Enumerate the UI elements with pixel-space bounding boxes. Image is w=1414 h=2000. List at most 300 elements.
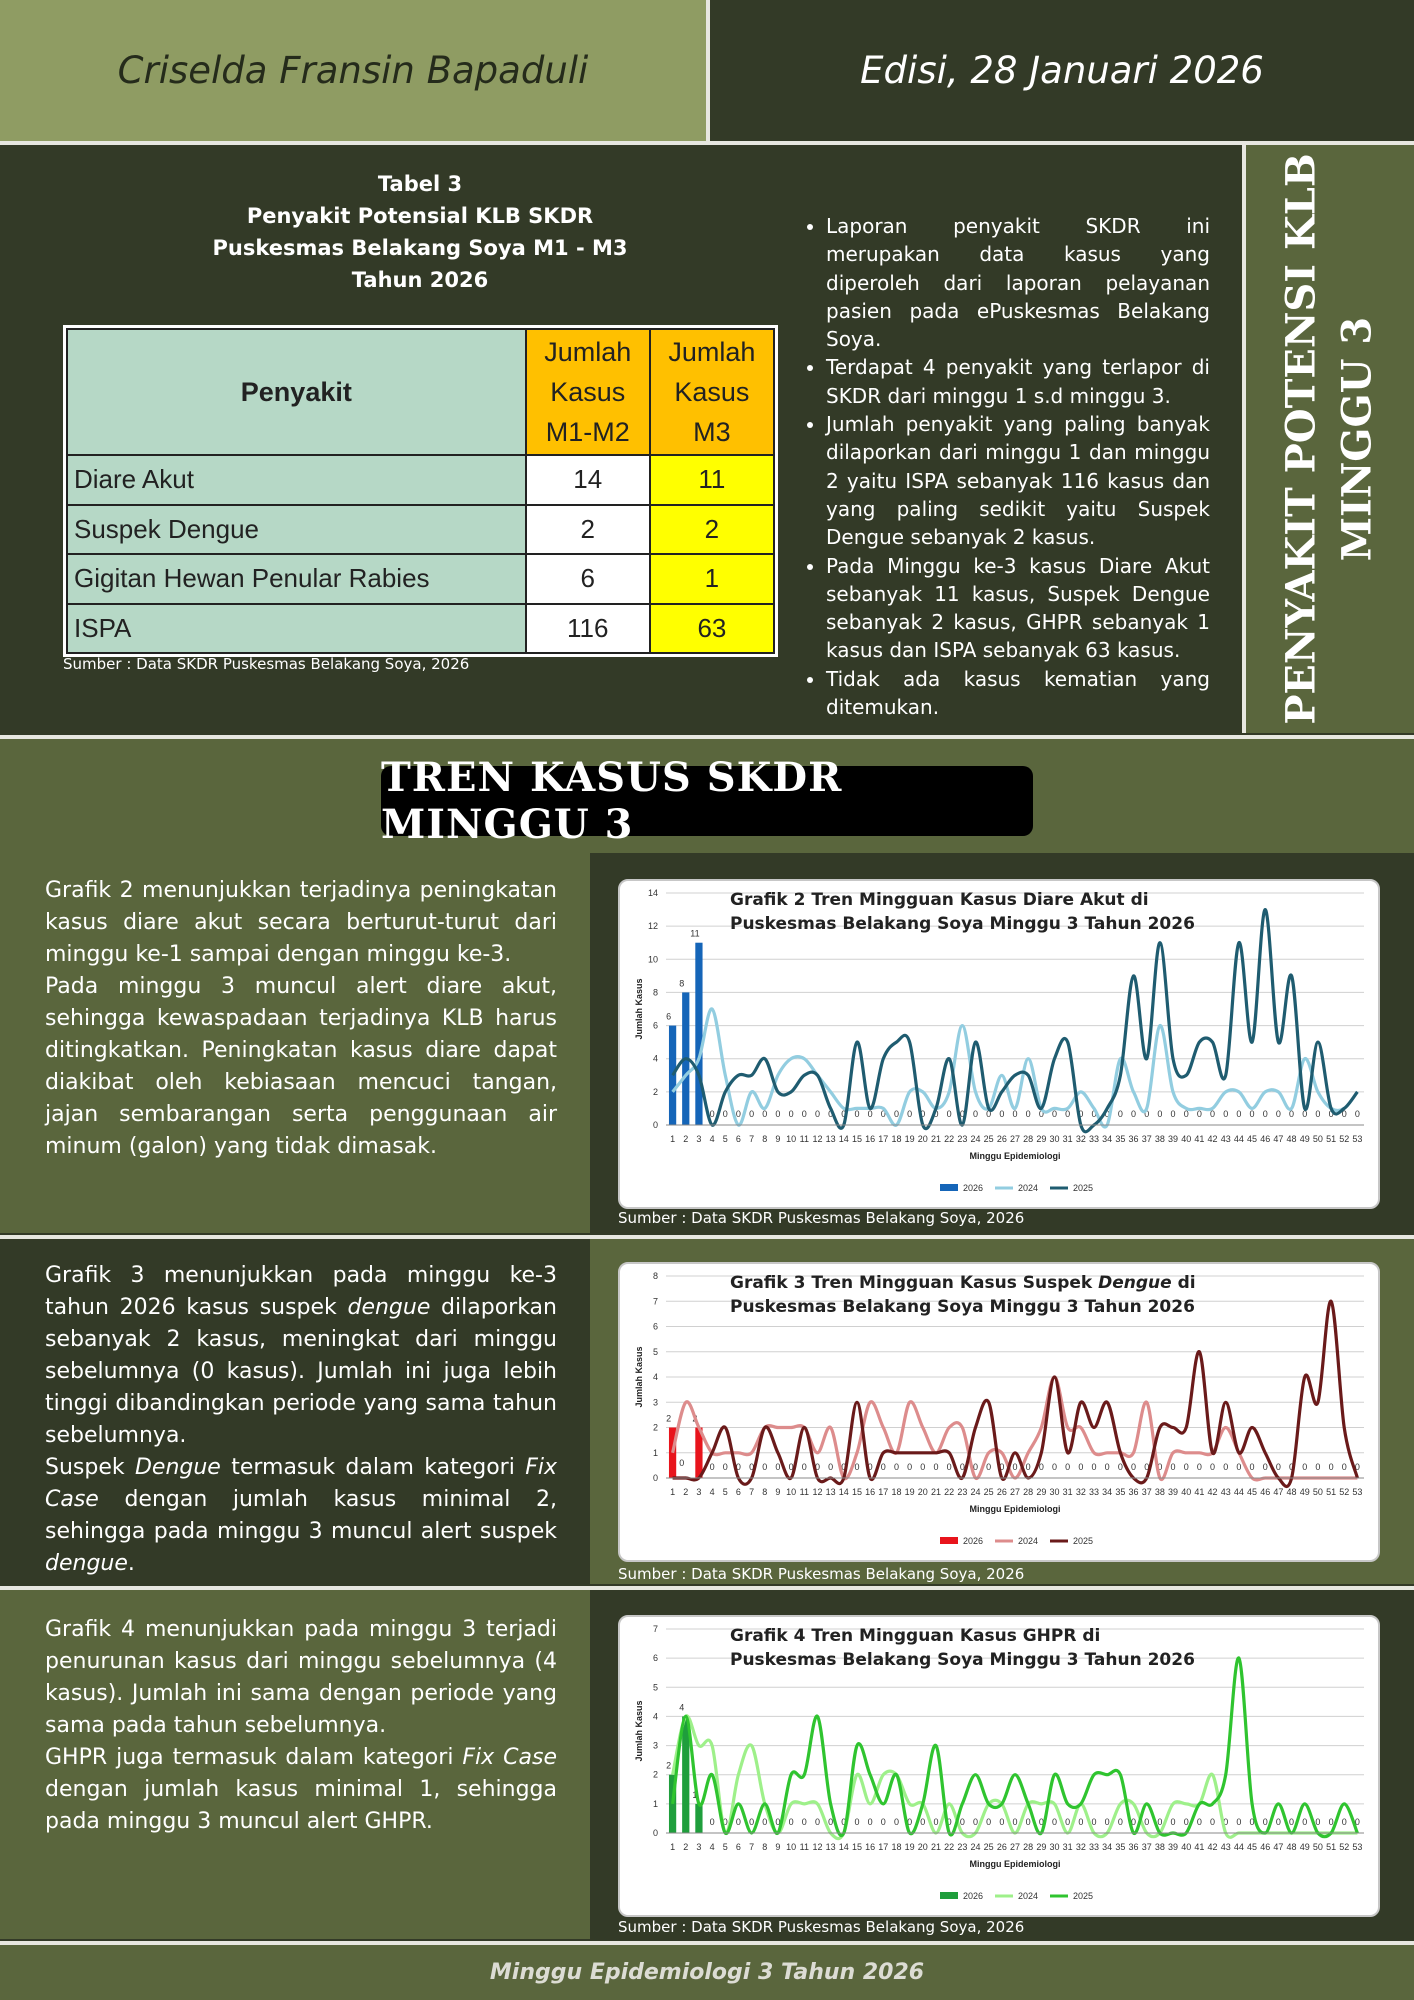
x-tick-label: 42 [1207, 1842, 1218, 1852]
x-tick-label: 29 [1036, 1487, 1047, 1497]
chart-dengue-svg [620, 1264, 1378, 1560]
data-label: 0 [893, 1109, 899, 1119]
data-label: 0 [1354, 1462, 1360, 1472]
y-tick-label: 3 [652, 1740, 658, 1751]
x-tick-label: 47 [1273, 1134, 1284, 1144]
data-label: 0 [1196, 1462, 1202, 1472]
data-label: 0 [999, 1462, 1005, 1472]
table-title-line: Puskesmas Belakang Soya M1 - M3 [212, 236, 628, 260]
data-label: 0 [959, 1817, 965, 1827]
x-tick-label: 8 [762, 1487, 768, 1497]
chart-title-line: Puskesmas Belakang Soya Minggu 3 Tahun 2026 [730, 1650, 1195, 1670]
x-tick-label: 4 [709, 1487, 715, 1497]
ghpr-paragraph [45, 1614, 557, 1838]
data-label: 0 [749, 1109, 755, 1119]
x-tick-label: 51 [1326, 1487, 1337, 1497]
data-label: 0 [1131, 1109, 1137, 1119]
x-tick-label: 3 [696, 1134, 702, 1144]
x-tick-label: 44 [1233, 1134, 1244, 1144]
y-tick-label: 3 [652, 1397, 658, 1408]
data-label: 0 [1052, 1817, 1058, 1827]
data-label: 0 [801, 1462, 807, 1472]
x-tick-label: 29 [1036, 1842, 1047, 1852]
data-label: 0 [801, 1109, 807, 1119]
data-label: 0 [1236, 1462, 1242, 1472]
data-label: 11 [690, 928, 700, 939]
x-tick-label: 36 [1128, 1134, 1139, 1144]
x-tick-label: 16 [865, 1842, 876, 1852]
data-label: 1 [692, 1789, 698, 1800]
x-tick-label: 30 [1049, 1842, 1060, 1852]
y-tick-label: 10 [647, 954, 658, 965]
x-tick-label: 9 [775, 1487, 781, 1497]
x-tick-label: 42 [1207, 1487, 1218, 1497]
y-tick-label: 2 [652, 1086, 658, 1097]
data-label: 0 [1262, 1817, 1268, 1827]
data-label: 0 [749, 1817, 755, 1827]
y-tick-label: 1 [652, 1798, 658, 1809]
x-tick-label: 12 [812, 1842, 823, 1852]
data-label: 0 [1025, 1109, 1031, 1119]
x-tick-label: 10 [786, 1487, 797, 1497]
x-axis-label: Minggu Epidemiologi [969, 1504, 1061, 1514]
x-tick-label: 42 [1207, 1134, 1218, 1144]
chart-title-line: Grafik 4 Tren Mingguan Kasus GHPR di [730, 1626, 1101, 1646]
data-label: 0 [959, 1462, 965, 1472]
x-tick-label: 37 [1141, 1842, 1152, 1852]
y-tick-label: 8 [652, 987, 658, 998]
x-tick-label: 3 [696, 1487, 702, 1497]
data-label: 0 [1210, 1462, 1216, 1472]
data-label: 0 [709, 1817, 715, 1827]
dengue-paragraph [45, 1260, 557, 1580]
x-tick-label: 19 [904, 1842, 915, 1852]
chart-diare-svg [620, 881, 1378, 1207]
x-tick-label: 8 [762, 1842, 768, 1852]
x-tick-label: 52 [1339, 1487, 1350, 1497]
data-label: 0 [867, 1817, 873, 1827]
data-label: 0 [1328, 1109, 1334, 1119]
x-tick-label: 36 [1128, 1842, 1139, 1852]
x-tick-label: 31 [1062, 1842, 1073, 1852]
x-tick-label: 35 [1115, 1842, 1126, 1852]
y-tick-label: 5 [652, 1682, 658, 1693]
x-tick-label: 37 [1141, 1487, 1152, 1497]
x-tick-label: 46 [1260, 1842, 1271, 1852]
data-label: 0 [1354, 1817, 1360, 1827]
data-label: 0 [841, 1109, 847, 1119]
summary-item: • Terdapat 4 penyakit yang terlapor di SKDR dari minggu 1 s.d minggu 3. [826, 353, 1210, 410]
data-label: 0 [1275, 1817, 1281, 1827]
data-label: 0 [920, 1817, 926, 1827]
data-label: 0 [933, 1462, 939, 1472]
x-tick-label: 33 [1089, 1487, 1100, 1497]
x-tick-label: 24 [970, 1842, 981, 1852]
x-tick-label: 51 [1326, 1134, 1337, 1144]
data-label: 0 [1289, 1817, 1295, 1827]
x-tick-label: 49 [1299, 1487, 1310, 1497]
x-tick-label: 21 [930, 1134, 941, 1144]
cases-m3: 11 [650, 455, 774, 505]
summary-item: • Laporan penyakit SKDR ini merupakan data kasus yang diperoleh dari laporan pelayanan pasien pada ePuskesmas Belakang Soya. [826, 212, 1210, 353]
data-label: 0 [880, 1462, 886, 1472]
legend-swatch [940, 1184, 958, 1191]
chart-diare [618, 879, 1380, 1209]
data-label: 0 [1078, 1817, 1084, 1827]
data-label: 0 [1065, 1817, 1071, 1827]
x-tick-label: 37 [1141, 1134, 1152, 1144]
x-tick-label: 34 [1102, 1487, 1113, 1497]
x-tick-label: 11 [799, 1134, 809, 1144]
y-tick-label: 6 [652, 1321, 658, 1332]
data-label: 0 [854, 1817, 860, 1827]
author-banner [0, 0, 706, 141]
data-label: 0 [788, 1817, 794, 1827]
x-tick-label: 33 [1089, 1134, 1100, 1144]
paragraph-text: Pada minggu 3 muncul alert diare akut, sehingga kewaspadaan terjadinya KLB harus ditingkatkan. Peningkatan kasus diare dapat diakibat oleh kebiasaan mencuci tangan, jajan sembarangan serta penggunaan air minum (galon) yang tidak dimasak. [45, 974, 557, 1159]
chart-ghpr [618, 1615, 1380, 1917]
data-label: 0 [1196, 1109, 1202, 1119]
table-title [60, 168, 780, 296]
data-label: 0 [893, 1462, 899, 1472]
y-tick-label: 6 [652, 1020, 658, 1031]
y-axis-label: Jumlah Kasus [634, 978, 644, 1040]
x-tick-label: 23 [957, 1487, 968, 1497]
data-label: 0 [1144, 1109, 1150, 1119]
data-label: 0 [775, 1462, 781, 1472]
cases-m1m2: 2 [526, 505, 650, 555]
data-label: 0 [1249, 1462, 1255, 1472]
data-label: 8 [679, 978, 685, 989]
data-label: 0 [972, 1109, 978, 1119]
x-tick-label: 49 [1299, 1842, 1310, 1852]
data-label: 0 [828, 1462, 834, 1472]
data-label: 0 [735, 1109, 741, 1119]
data-label: 0 [762, 1817, 768, 1827]
side-title-panel [1246, 145, 1414, 733]
x-tick-label: 5 [722, 1842, 728, 1852]
data-label: 0 [1065, 1109, 1071, 1119]
x-tick-label: 53 [1352, 1487, 1363, 1497]
data-label: 0 [679, 1458, 685, 1468]
data-label: 0 [1262, 1462, 1268, 1472]
author-name: Criselda Fransin Bapaduli [117, 49, 589, 92]
x-tick-label: 6 [735, 1487, 741, 1497]
x-tick-label: 15 [851, 1487, 862, 1497]
x-tick-label: 11 [799, 1842, 809, 1852]
x-tick-label: 14 [838, 1134, 849, 1144]
x-tick-label: 19 [904, 1134, 915, 1144]
cases-m3: 63 [650, 604, 774, 654]
data-label: 0 [986, 1817, 992, 1827]
data-label: 0 [788, 1109, 794, 1119]
chart-title [730, 1273, 1196, 1317]
data-label: 0 [1315, 1109, 1321, 1119]
paragraph-text: Grafik 4 menunjukkan pada minggu 3 terjadi penurunan kasus dari minggu sebelumnya (4 kasus). Jumlah ini sama dengan periode yang sama pada tahun sebelumnya. [45, 1617, 557, 1738]
x-tick-label: 6 [735, 1134, 741, 1144]
side-title-line2: MINGGU 3 [1334, 316, 1382, 562]
x-tick-label: 53 [1352, 1134, 1363, 1144]
x-tick-label: 16 [865, 1487, 876, 1497]
chart-title-line: Puskesmas Belakang Soya Minggu 3 Tahun 2026 [730, 914, 1195, 934]
paragraph-text: GHPR juga termasuk dalam kategori Fix Case dengan jumlah kasus minimal 1, sehingga pada minggu 3 muncul alert GHPR. [45, 1745, 557, 1834]
data-label: 0 [907, 1109, 913, 1119]
disease-name: Suspek Dengue [67, 505, 526, 555]
x-tick-label: 14 [838, 1842, 849, 1852]
paragraph-text: Grafik 2 menunjukkan terjadinya peningkatan kasus diare akut secara berturut-turut dari minggu ke-1 sampai dengan minggu ke-3. [45, 878, 557, 967]
edition-date: Edisi, 28 Januari 2026 [860, 49, 1264, 92]
x-tick-label: 33 [1089, 1842, 1100, 1852]
data-label: 0 [1289, 1462, 1295, 1472]
y-tick-label: 4 [652, 1372, 658, 1382]
x-tick-label: 23 [957, 1134, 968, 1144]
x-tick-label: 1 [670, 1487, 676, 1497]
data-label: 0 [1091, 1109, 1097, 1119]
disease-name: Diare Akut [67, 455, 526, 505]
data-label: 0 [1157, 1462, 1163, 1472]
table-title-line: Penyakit Potensial KLB SKDR [246, 204, 594, 228]
col-header-m3: Jumlah Kasus M3 [650, 329, 774, 455]
data-label: 0 [920, 1109, 926, 1119]
x-tick-label: 2 [683, 1134, 689, 1144]
data-label: 0 [854, 1462, 860, 1472]
data-label: 0 [828, 1109, 834, 1119]
x-tick-label: 21 [930, 1487, 941, 1497]
y-axis-label: Jumlah Kasus [634, 1346, 644, 1408]
data-label: 0 [801, 1817, 807, 1827]
x-tick-label: 48 [1286, 1842, 1297, 1852]
chart-title-part: di [1171, 1273, 1196, 1293]
x-tick-label: 36 [1128, 1487, 1139, 1497]
x-tick-label: 15 [851, 1842, 862, 1852]
x-tick-label: 39 [1168, 1134, 1179, 1144]
data-label: 0 [709, 1109, 715, 1119]
x-tick-label: 48 [1286, 1487, 1297, 1497]
data-label: 0 [1091, 1817, 1097, 1827]
x-tick-label: 27 [1009, 1842, 1021, 1852]
data-label: 0 [1012, 1817, 1018, 1827]
x-tick-label: 41 [1194, 1487, 1205, 1497]
legend-label: 2025 [1073, 1536, 1094, 1546]
x-tick-label: 10 [786, 1842, 797, 1852]
x-tick-label: 25 [983, 1134, 994, 1144]
x-tick-label: 34 [1102, 1134, 1113, 1144]
x-tick-label: 18 [891, 1487, 902, 1497]
x-tick-label: 11 [799, 1487, 809, 1497]
disease-name: ISPA [67, 604, 526, 654]
x-tick-label: 30 [1049, 1487, 1060, 1497]
data-label: 0 [986, 1462, 992, 1472]
x-tick-label: 43 [1220, 1842, 1231, 1852]
x-tick-label: 32 [1075, 1134, 1086, 1144]
x-tick-label: 3 [696, 1842, 702, 1852]
legend-swatch [940, 1537, 958, 1544]
data-label: 0 [880, 1109, 886, 1119]
data-label: 0 [1038, 1817, 1044, 1827]
data-label: 0 [1157, 1109, 1163, 1119]
x-tick-label: 7 [749, 1487, 755, 1497]
data-label: 0 [1236, 1109, 1242, 1119]
data-label: 0 [1196, 1817, 1202, 1827]
side-title-line1: PENYAKIT POTENSI KLB [1278, 153, 1326, 725]
x-tick-label: 1 [670, 1134, 676, 1144]
data-label: 0 [946, 1462, 952, 1472]
data-label: 0 [1223, 1462, 1229, 1472]
data-label: 0 [1183, 1462, 1189, 1472]
data-label: 0 [1117, 1109, 1123, 1119]
x-tick-label: 27 [1009, 1487, 1021, 1497]
chart-source: Sumber : Data SKDR Puskesmas Belakang Soya, 2026 [618, 1565, 1025, 1583]
x-tick-label: 2 [683, 1487, 689, 1497]
cases-m1m2: 14 [526, 455, 650, 505]
data-label: 0 [1275, 1462, 1281, 1472]
x-tick-label: 28 [1023, 1134, 1034, 1144]
x-tick-label: 35 [1115, 1134, 1126, 1144]
data-label: 0 [1117, 1462, 1123, 1472]
x-tick-label: 21 [930, 1842, 941, 1852]
chart-source: Sumber : Data SKDR Puskesmas Belakang Soya, 2026 [618, 1918, 1025, 1936]
x-tick-label: 31 [1062, 1487, 1073, 1497]
data-label: 0 [1104, 1817, 1110, 1827]
x-tick-label: 19 [904, 1487, 915, 1497]
x-tick-label: 16 [865, 1134, 876, 1144]
chart-title-line: Grafik 2 Tren Mingguan Kasus Diare Akut di [730, 890, 1149, 910]
data-label: 0 [1104, 1109, 1110, 1119]
data-label: 0 [893, 1817, 899, 1827]
data-label: 0 [972, 1462, 978, 1472]
x-tick-label: 12 [812, 1487, 823, 1497]
x-tick-label: 52 [1339, 1134, 1350, 1144]
x-tick-label: 31 [1062, 1134, 1073, 1144]
summary-item: • Tidak ada kasus kematian yang ditemukan. [826, 665, 1210, 722]
legend-label: 2026 [963, 1536, 984, 1546]
data-label: 0 [1328, 1462, 1334, 1472]
data-label: 0 [1065, 1462, 1071, 1472]
x-tick-label: 52 [1339, 1842, 1350, 1852]
data-label: 0 [1183, 1109, 1189, 1119]
x-tick-label: 49 [1299, 1134, 1310, 1144]
x-tick-label: 20 [917, 1487, 928, 1497]
x-tick-label: 9 [775, 1134, 781, 1144]
data-label: 0 [722, 1109, 728, 1119]
x-tick-label: 45 [1247, 1842, 1258, 1852]
chart-title-part: Grafik 3 Tren Mingguan Kasus Suspek [730, 1273, 1099, 1293]
x-tick-label: 18 [891, 1134, 902, 1144]
data-label: 6 [666, 1011, 672, 1022]
x-tick-label: 10 [786, 1134, 797, 1144]
x-tick-label: 32 [1075, 1487, 1086, 1497]
table-source: Sumber : Data SKDR Puskesmas Belakang Soya, 2026 [63, 655, 470, 673]
summary-item: • Pada Minggu ke-3 kasus Diare Akut sebanyak 11 kasus, Suspek Dengue sebanyak 2 kasus, GHPR sebanyak 1 kasus dan ISPA sebanyak 63 kasus. [826, 552, 1210, 665]
x-tick-label: 7 [749, 1134, 755, 1144]
x-tick-label: 44 [1233, 1842, 1244, 1852]
data-label: 2 [692, 1413, 698, 1424]
cases-m1m2: 6 [526, 554, 650, 604]
data-label: 0 [920, 1462, 926, 1472]
data-label: 0 [1091, 1462, 1097, 1472]
data-label: 0 [814, 1817, 820, 1827]
table-row [67, 455, 774, 505]
y-tick-label: 5 [652, 1346, 658, 1357]
series-line-2025 [673, 1301, 1358, 1486]
x-tick-label: 28 [1023, 1842, 1034, 1852]
x-tick-label: 14 [838, 1487, 849, 1497]
y-tick-label: 0 [652, 1473, 658, 1483]
chart-title [730, 1626, 1195, 1670]
x-tick-label: 26 [996, 1134, 1007, 1144]
x-tick-label: 17 [878, 1487, 889, 1497]
cases-m3: 2 [650, 505, 774, 555]
data-label: 0 [788, 1462, 794, 1472]
x-tick-label: 40 [1181, 1134, 1192, 1144]
data-label: 0 [1262, 1109, 1268, 1119]
data-label: 0 [1157, 1817, 1163, 1827]
data-label: 0 [722, 1817, 728, 1827]
y-axis-label: Jumlah Kasus [634, 1700, 644, 1762]
y-tick-label: 4 [652, 1711, 658, 1722]
y-tick-label: 7 [652, 1624, 658, 1634]
x-tick-label: 30 [1049, 1134, 1060, 1144]
data-label: 0 [1236, 1817, 1242, 1827]
data-label: 0 [841, 1817, 847, 1827]
data-label: 0 [933, 1817, 939, 1827]
chart-title [730, 890, 1195, 934]
x-tick-label: 13 [825, 1134, 836, 1144]
data-label: 0 [1078, 1109, 1084, 1119]
data-label: 2 [666, 1413, 672, 1424]
y-tick-label: 1 [652, 1447, 658, 1458]
y-tick-label: 8 [652, 1271, 658, 1281]
x-tick-label: 17 [878, 1842, 889, 1852]
x-tick-label: 25 [983, 1487, 994, 1497]
data-label: 0 [1144, 1817, 1150, 1827]
table-row [67, 554, 774, 604]
data-label: 0 [1104, 1462, 1110, 1472]
legend-label: 2024 [1018, 1536, 1039, 1546]
x-tick-label: 43 [1220, 1487, 1231, 1497]
x-tick-label: 47 [1273, 1487, 1284, 1497]
x-tick-label: 8 [762, 1134, 768, 1144]
data-label: 0 [1223, 1817, 1229, 1827]
data-label: 0 [762, 1462, 768, 1472]
data-label: 0 [1289, 1109, 1295, 1119]
data-label: 0 [1012, 1462, 1018, 1472]
x-tick-label: 28 [1023, 1487, 1034, 1497]
summary-list [798, 212, 1210, 721]
x-tick-label: 25 [983, 1842, 994, 1852]
data-label: 0 [986, 1109, 992, 1119]
data-label: 0 [1249, 1109, 1255, 1119]
x-tick-label: 47 [1273, 1842, 1284, 1852]
data-label: 0 [749, 1462, 755, 1472]
x-tick-label: 22 [944, 1842, 955, 1852]
col-header-disease: Penyakit [67, 329, 526, 455]
x-tick-label: 40 [1181, 1842, 1192, 1852]
data-label: 0 [1315, 1817, 1321, 1827]
x-tick-label: 9 [775, 1842, 781, 1852]
data-label: 0 [828, 1817, 834, 1827]
data-label: 0 [1170, 1109, 1176, 1119]
x-tick-label: 5 [722, 1487, 728, 1497]
data-label: 0 [735, 1817, 741, 1827]
x-tick-label: 38 [1154, 1487, 1165, 1497]
data-label: 0 [1170, 1817, 1176, 1827]
y-tick-label: 0 [652, 1120, 658, 1130]
x-tick-label: 39 [1168, 1842, 1179, 1852]
x-tick-label: 12 [812, 1134, 823, 1144]
data-label: 0 [1302, 1462, 1308, 1472]
x-tick-label: 20 [917, 1134, 928, 1144]
